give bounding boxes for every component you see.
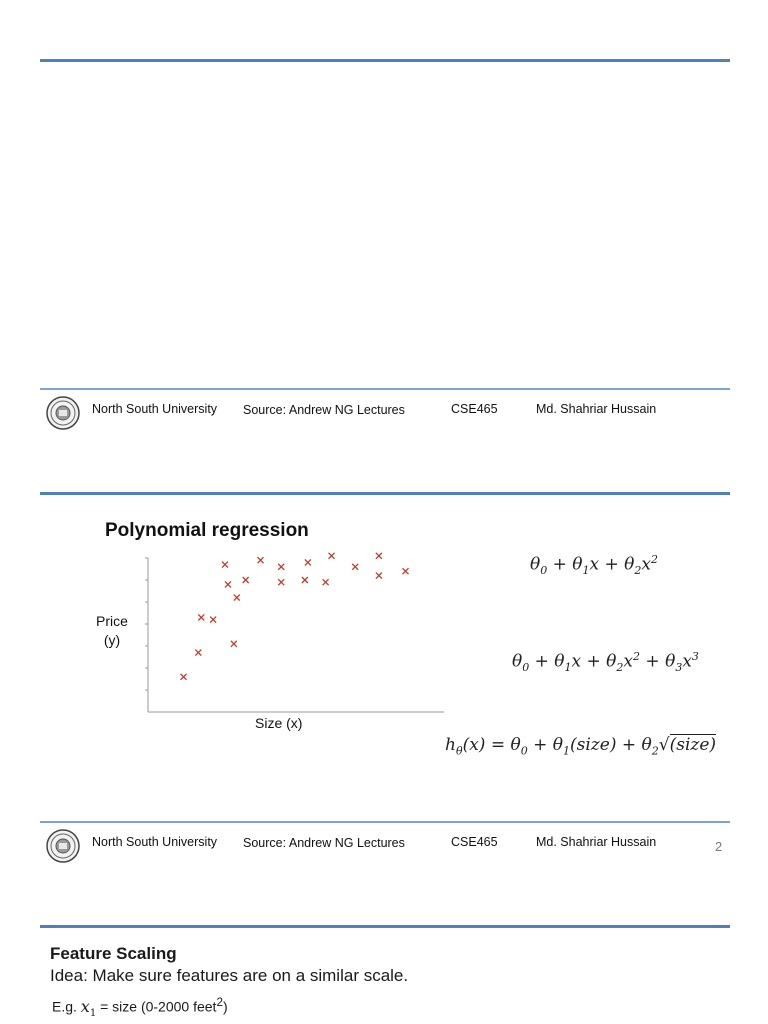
university-seal-icon: [46, 396, 80, 430]
footer-author: Md. Shahriar Hussain: [536, 835, 657, 849]
slide2-footer: [40, 825, 740, 865]
slide1-footer-rule: [40, 388, 730, 390]
slide2-top-rule: [40, 492, 730, 495]
eg-prefix: E.g.: [52, 998, 81, 1015]
data-point: [278, 579, 284, 585]
y-axis-label-line2: (y): [103, 632, 121, 648]
footer-course: CSE465: [451, 835, 498, 849]
data-point: [222, 562, 228, 568]
footer-university: North South University: [92, 402, 218, 416]
data-point: [234, 595, 240, 601]
formula-quadratic: $\theta_0 + \theta_1x + \theta_2x^2$: [530, 553, 659, 578]
data-point: [376, 573, 382, 579]
data-point: [195, 650, 201, 656]
sqrt-radicand: (size): [669, 735, 717, 755]
sqrt-sign: √: [658, 735, 670, 755]
footer-source: Source: Andrew NG Lectures: [243, 836, 405, 850]
data-point: [243, 577, 249, 583]
data-point: [403, 568, 409, 574]
slide3-idea: Idea: Make sure features are on a similar scale.: [50, 966, 409, 985]
data-point: [376, 553, 382, 559]
slide3-example: [52, 996, 228, 1019]
y-axis-label: [90, 612, 134, 650]
data-point: [329, 553, 335, 559]
university-seal-icon: [46, 829, 80, 863]
data-point: [198, 614, 204, 620]
data-point: [231, 641, 237, 647]
slide2-footer-rule: [40, 821, 730, 823]
eg-text: = size (0-2000 feet: [96, 998, 217, 1015]
data-point: [210, 617, 216, 623]
x-axis-label: Size (x): [255, 715, 303, 731]
footer-university: North South University: [92, 835, 218, 849]
data-point: [225, 581, 231, 587]
data-point: [257, 557, 263, 563]
data-point: [323, 579, 329, 585]
eg-variable: $x_1$: [80, 996, 97, 1019]
y-axis-label-line1: Price: [96, 613, 128, 629]
footer-course: CSE465: [451, 402, 498, 416]
formula-sqrt: $h_\theta(x) = \theta_0$ + $\theta_1(size)$ + $\theta_2√(size)$: [445, 735, 717, 758]
slide3-top-rule: [40, 925, 730, 928]
data-point: [278, 564, 284, 570]
footer-author: Md. Shahriar Hussain: [536, 402, 657, 416]
slide1-top-rule: [40, 59, 730, 62]
eg-close: ): [222, 998, 228, 1015]
formula-cubic: $\theta_0 + \theta_1x + \theta_2x^2 + \theta_3x^3$: [512, 650, 699, 675]
scatter-chart: [140, 550, 450, 720]
data-point: [302, 577, 308, 583]
data-point: [352, 564, 358, 570]
slide2-title: Polynomial regression: [105, 520, 309, 541]
eg-superscript: 2: [216, 996, 223, 1009]
page-number: 2: [715, 839, 723, 854]
slide3-title: Feature Scaling: [50, 944, 177, 963]
data-point: [305, 559, 311, 565]
slide1-footer: [40, 392, 740, 432]
footer-source: Source: Andrew NG Lectures: [243, 403, 405, 417]
data-point: [181, 674, 187, 680]
